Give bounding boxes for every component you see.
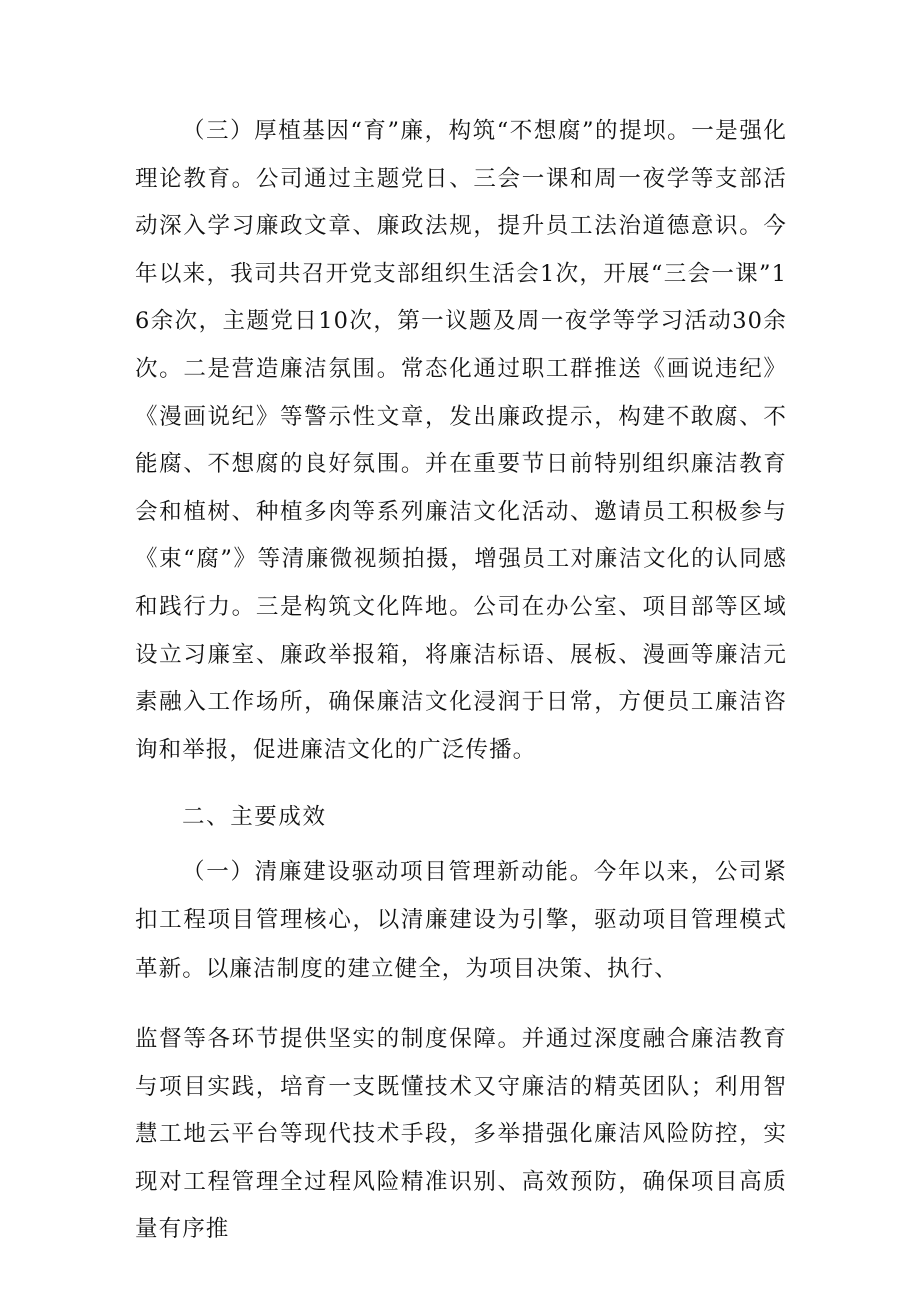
paragraph-section-1-lines: （一）清廉建设驱动项目管理新动能。今年以来，公司紧扣工程项目管理核心，以清廉建设为引擎，驱动项目管理模式: [135, 859, 787, 933]
paragraph-section-1-short-line: 革新。以廉洁制度的建立健全，为项目决策、执行、: [135, 956, 678, 982]
section-heading: 二、主要成效: [182, 804, 327, 830]
paragraph-section-3: （三）厚植基因“育”廉，构筑“不想腐”的提坝。一是强化理论教育。公司通过主题党日、三会一课和周一夜学等支部活动深入学习廉政文章、廉政法规，提升员工法治道德意识。今年以来，我司共召开党支部组织生活会1次，开展“三会一课”16余次，主题党日10次，第一议题及周一夜学等学习活动30余次。二是营造廉洁氛围。常态化通过职工群推送《画说违纪》《漫画说纪》等警示性文章，发出廉政提示，构建不敢腐、不能腐、不想腐的良好氛围。并在重要节日前特别组织廉洁教育会和植树、种植多肉等系列廉洁文化活动、邀请员工积极参与《束“腐”》等清廉微视频拍摄，增强员工对廉洁文化的认同感和践行力。三是构筑文化阵地。公司在办公室、项目部等区域设立习廉室、廉政举报箱，将廉洁标语、展板、漫画等廉洁元素融入工作场所，确保廉洁文化浸润于日常，方便员工廉洁咨询和举报，促进廉洁文化的广泛传播。: [135, 118, 787, 763]
paragraph-section-1-continued: 监督等各环节提供坚实的制度保障。并通过深度融合廉洁教育与项目实践，培育一支既懂技术又守廉洁的精英团队；利用智慧工地云平台等现代技术手段，多举措强化廉洁风险防控，实现对工程管理全过程风险精准识别、高效预防，确保项目高质量有序推: [135, 1026, 787, 1243]
